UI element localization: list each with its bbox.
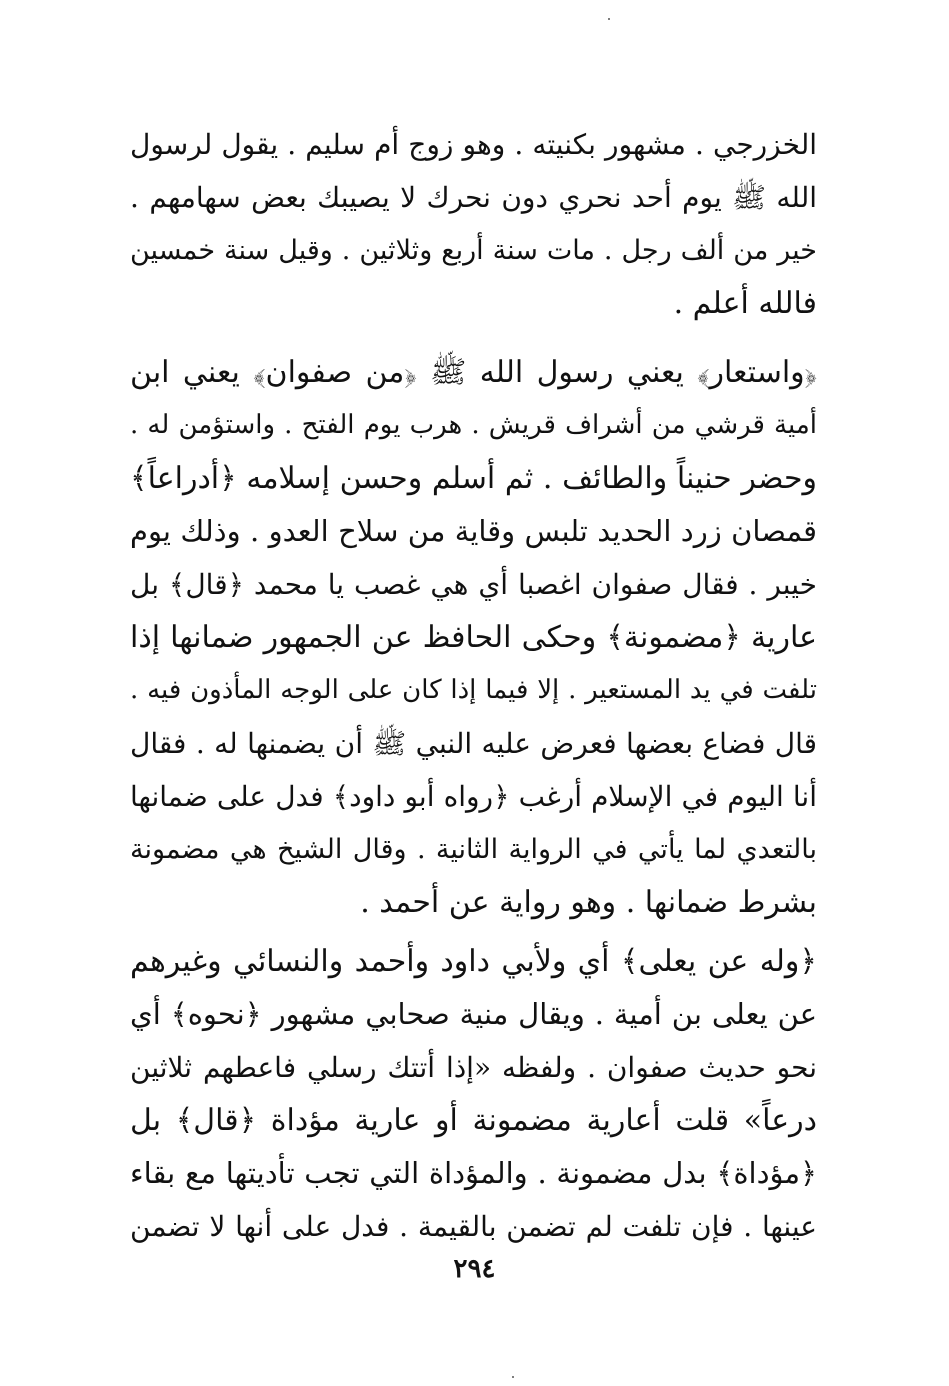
text-line: تلفت في يد المستعير . إلا فيما إذا كان على الوجه المأذون فيه . bbox=[130, 675, 817, 705]
scan-speck bbox=[512, 1376, 514, 1378]
scan-speck bbox=[608, 18, 610, 20]
text-line: ﴿مؤداة﴾ بدل مضمونة . والمؤداة التي تجب تأديتها مع بقاء bbox=[130, 1156, 817, 1190]
text-line: أنا اليوم في الإسلام أرغب ﴿رواه أبو داود﴾ فدل على ضمانها bbox=[130, 780, 817, 813]
text-line: أمية قرشي من أشراف قريش . هرب يوم الفتح . واستؤمن له . bbox=[130, 410, 817, 440]
text-line: درعاً» قلت أعارية مضمونة أو عارية مؤداة ﴿قال﴾ بل bbox=[130, 1103, 817, 1138]
text-line: عارية ﴿مضمونة﴾ وحكى الحافظ عن الجمهور ضمانها إذا bbox=[130, 620, 817, 655]
text-line: بالتعدي لما يأتي في الرواية الثانية . وقال الشيخ هي مضمونة bbox=[130, 834, 817, 865]
text-line: ﴿واستعار﴾ يعني رسول الله ﷺ ﴿من صفوان﴾ يعني ابن bbox=[130, 355, 817, 390]
text-line: خيبر . فقال صفوان اغصبا أي هي غصب يا محمد ﴿قال﴾ بل bbox=[130, 568, 817, 601]
text-line: الله ﷺ يوم أحد نحري دون نحرك لا يصيبك بعض سهامهم . bbox=[130, 181, 817, 214]
text-line: وحضر حنيناً والطائف . ثم أسلم وحسن إسلامه ﴿أدراعاً﴾ bbox=[130, 461, 817, 496]
text-line: بشرط ضمانها . وهو رواية عن أحمد . bbox=[360, 885, 817, 920]
paragraph-3 bbox=[130, 935, 817, 1253]
text-line: نحو حديث صفوان . ولفظه «إذا أتتك رسلي فاعطهم ثلاثين bbox=[130, 1051, 817, 1084]
text-line: خير من ألف رجل . مات سنة أربع وثلاثين . وقيل سنة خمسين bbox=[130, 235, 817, 266]
text-line: قمصان زرد الحديد تلبس وقاية من سلاح العدو . وذلك يوم bbox=[130, 514, 817, 548]
paragraph-2 bbox=[130, 346, 817, 929]
text-line: قال فضاع بعضها فعرض عليه النبي ﷺ أن يضمنها له . فقال bbox=[130, 727, 817, 760]
page-number: ٢٩٤ bbox=[453, 1254, 496, 1284]
text-line: الخزرجي . مشهور بكنيته . وهو زوج أم سليم . يقول لرسول bbox=[130, 128, 817, 161]
text-line: عن يعلى بن أمية . ويقال منية صحابي مشهور ﴿نحوه﴾ أي bbox=[130, 997, 817, 1031]
text-line: ﴿وله عن يعلى﴾ أي ولأبي داود وأحمد والنسائي وغيرهم bbox=[130, 944, 817, 979]
text-line: فالله أعلم . bbox=[673, 286, 817, 321]
text-line: عينها . فإن تلفت لم تضمن بالقيمة . فدل على أنها لا تضمن bbox=[130, 1210, 817, 1243]
paragraph-1 bbox=[130, 118, 817, 330]
